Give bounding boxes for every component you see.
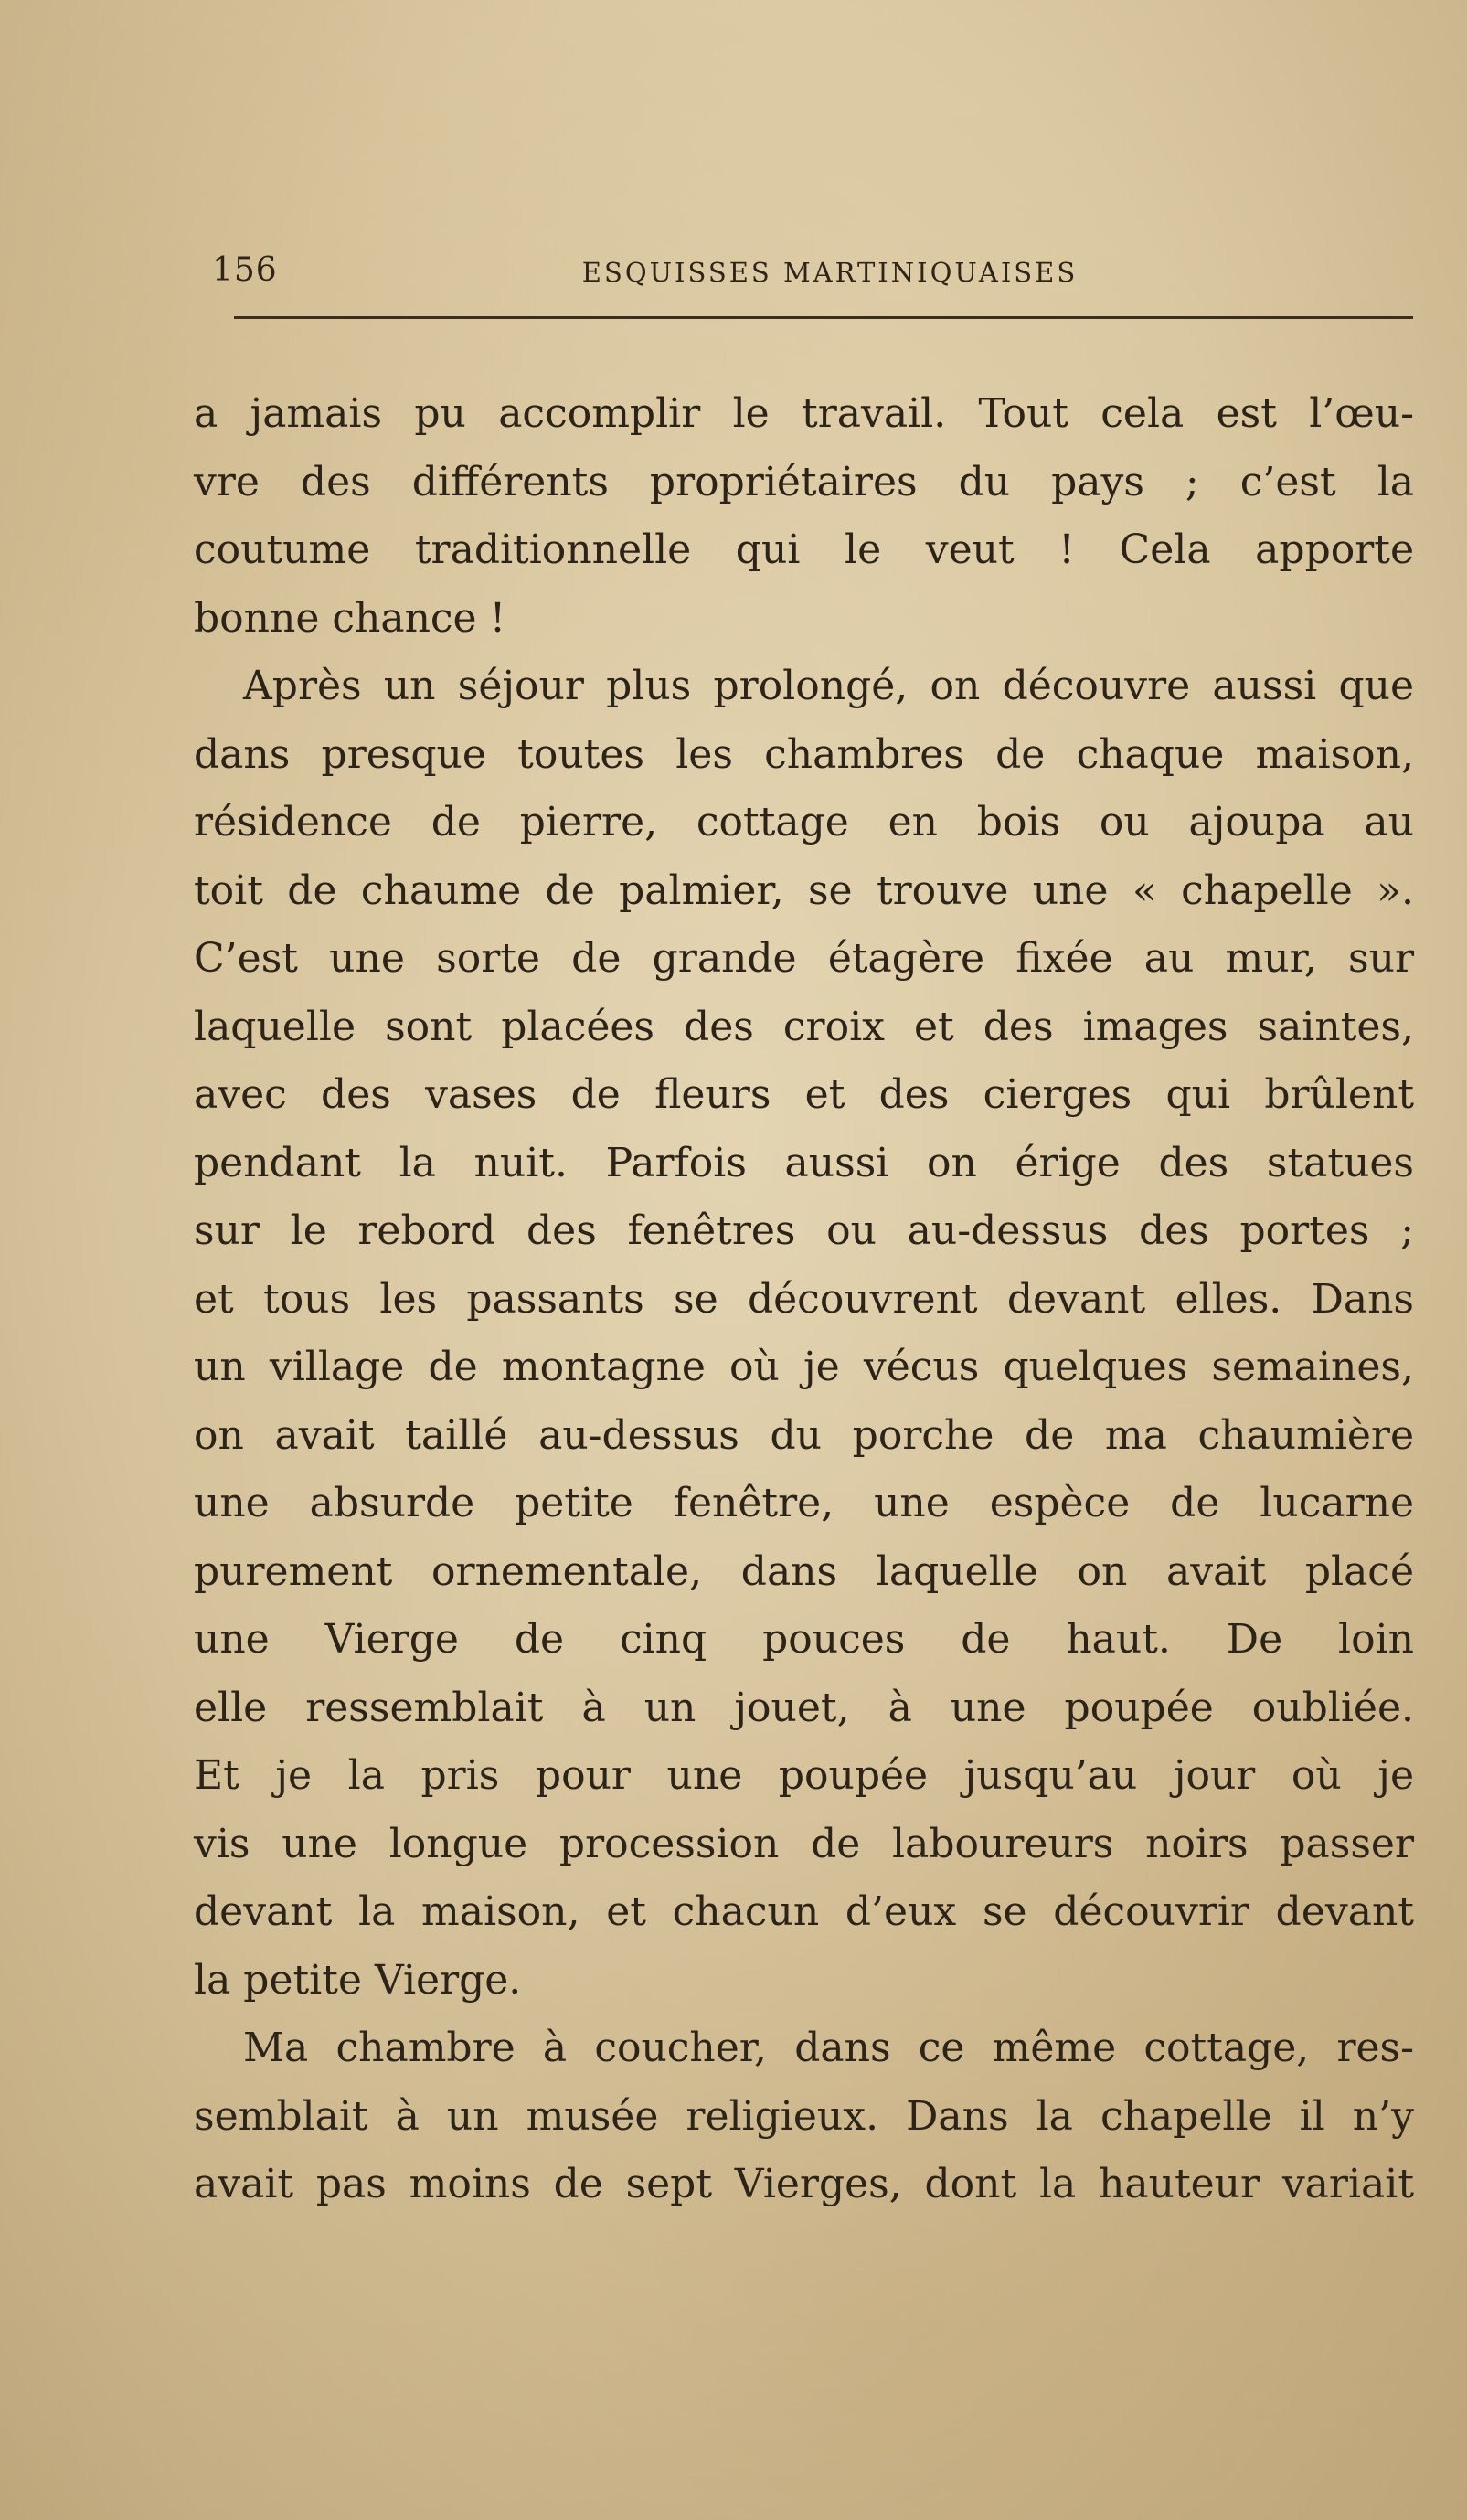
text-line: a jamais pu accomplir le travail. Tout cela est l’œu- [194, 390, 1414, 437]
text-line: laquelle sont placées des croix et des images saintes, [194, 1003, 1414, 1050]
paragraph [194, 653, 1414, 2015]
text-line: C’est une sorte de grande étagère fixée au mur, sur [194, 935, 1414, 982]
text-line: pendant la nuit. Parfois aussi on érige des statues [194, 1139, 1414, 1186]
text-line: vis une longue procession de laboureurs noirs passer [194, 1820, 1414, 1867]
text-line: bonne chance ! [194, 594, 506, 642]
text-line: dans presque toutes les chambres de chaque maison, [194, 730, 1414, 778]
text-line: semblait à un musée religieux. Dans la chapelle il n’y [194, 2092, 1414, 2140]
text-line: toit de chaume de palmier, se trouve une « chapelle ». [194, 867, 1414, 914]
page-header [212, 251, 1411, 297]
text-line: devant la maison, et chacun d’eux se découvrir devant [194, 1888, 1414, 1935]
text-line: Ma chambre à coucher, dans ce même cottage, res- [243, 2025, 1414, 2071]
paragraph [194, 2015, 1414, 2219]
running-title: ESQUISSES MARTINIQUAISES [581, 257, 1079, 288]
body-text [194, 380, 1414, 2219]
text-line: un village de montagne où je vécus quelques semaines, [194, 1344, 1414, 1390]
text-line: et tous les passants se découvrent devant elles. Dans [194, 1275, 1414, 1323]
page-number: 156 [212, 251, 278, 289]
text-line: on avait taillé au-dessus du porche de ma chaumière [194, 1411, 1414, 1459]
text-line: vre des différents propriétaires du pays ; c’est la [194, 458, 1414, 505]
text-line: Et je la pris pour une poupée jusqu’au jour où je [194, 1752, 1414, 1799]
text-line: Après un séjour plus prolongé, on découvre aussi que [243, 663, 1414, 709]
text-line: une absurde petite fenêtre, une espèce de lucarne [194, 1480, 1414, 1526]
text-line: la petite Vierge. [194, 1956, 522, 2004]
text-line: sur le rebord des fenêtres ou au-dessus des portes ; [194, 1207, 1414, 1254]
text-line: elle ressemblait à un jouet, à une poupée oubliée. [194, 1684, 1414, 1731]
header-rule [234, 316, 1413, 319]
paragraph [194, 380, 1414, 653]
text-line: avait pas moins de sept Vierges, dont la hauteur variait [194, 2161, 1414, 2207]
text-line: avec des vases de fleurs et des cierges qui brûlent [194, 1071, 1414, 1118]
text-line: une Vierge de cinq pouces de haut. De loin [194, 1616, 1414, 1663]
text-line: purement ornementale, dans laquelle on avait placé [194, 1547, 1414, 1595]
text-line: résidence de pierre, cottage en bois ou ajoupa au [194, 799, 1414, 845]
text-line: coutume traditionnelle qui le veut ! Cela apporte [194, 526, 1414, 573]
